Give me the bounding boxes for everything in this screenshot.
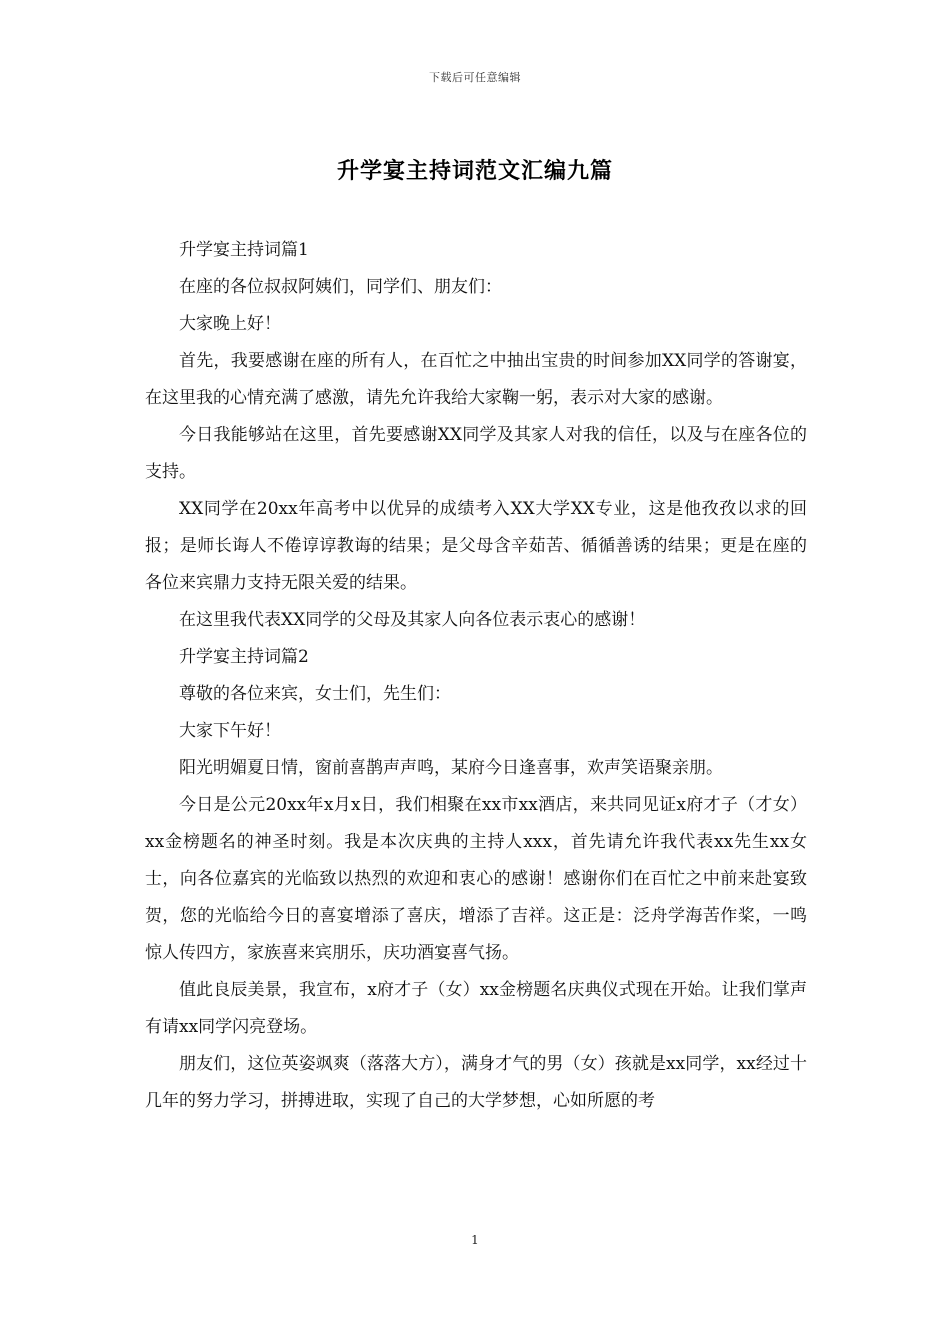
section-heading: 升学宴主持词篇1 bbox=[179, 240, 309, 260]
paragraph: 大家晚上好！ bbox=[179, 314, 281, 334]
paragraph: 大家下午好！ bbox=[179, 721, 281, 741]
header-note: 下载后可任意编辑 bbox=[429, 71, 521, 84]
paragraph: 首先，我要感谢在座的所有人，在百忙之中抽出宝贵的时间参加XX同学的答谢宴，在这里我的心情充满了感激，请先允许我给大家鞠一躬，表示对大家的感谢。 bbox=[145, 351, 807, 408]
section-heading: 升学宴主持词篇2 bbox=[179, 647, 309, 667]
paragraph: 尊敬的各位来宾，女士们，先生们： bbox=[179, 684, 451, 704]
paragraph: 在座的各位叔叔阿姨们，同学们、朋友们： bbox=[179, 277, 502, 297]
paragraph: 朋友们，这位英姿飒爽（落落大方），满身才气的男（女）孩就是xx同学，xx经过十几年的努力学习，拼搏进取，实现了自己的大学梦想，心如所愿的考 bbox=[145, 1054, 807, 1111]
paragraph: 阳光明媚夏日情，窗前喜鹊声声鸣，某府今日逢喜事，欢声笑语聚亲朋。 bbox=[179, 758, 723, 778]
paragraph: 值此良辰美景，我宣布，x府才子（女）xx金榜题名庆典仪式现在开始。让我们掌声有请xx同学闪亮登场。 bbox=[145, 980, 807, 1037]
paragraph: 今日我能够站在这里，首先要感谢XX同学及其家人对我的信任，以及与在座各位的支持。 bbox=[145, 425, 807, 482]
paragraph: 在这里我代表XX同学的父母及其家人向各位表示衷心的感谢！ bbox=[179, 610, 646, 630]
document-title: 升学宴主持词范文汇编九篇 bbox=[336, 158, 613, 184]
paragraph: XX同学在20xx年高考中以优异的成绩考入XX大学XX专业，这是他孜孜以求的回报；是师长诲人不倦谆谆教诲的结果；是父母含辛茹苦、循循善诱的结果；更是在座的各位来宾鼎力支持无限关爱的结果。 bbox=[145, 499, 807, 593]
page-number: 1 bbox=[471, 1233, 479, 1247]
document-body bbox=[145, 232, 807, 1120]
paragraph: 今日是公元20xx年x月x日，我们相聚在xx市xx酒店，来共同见证x府才子（才女）xx金榜题名的神圣时刻。我是本次庆典的主持人xxx，首先请允许我代表xx先生xx女士，向各位嘉宾的光临致以热烈的欢迎和衷心的感谢！感谢你们在百忙之中前来赴宴致贺，您的光临给今日的喜宴增添了喜庆，增添了吉祥。这正是：泛舟学海苦作桨，一鸣惊人传四方，家族喜来宾朋乐，庆功酒宴喜气扬。 bbox=[145, 795, 807, 963]
